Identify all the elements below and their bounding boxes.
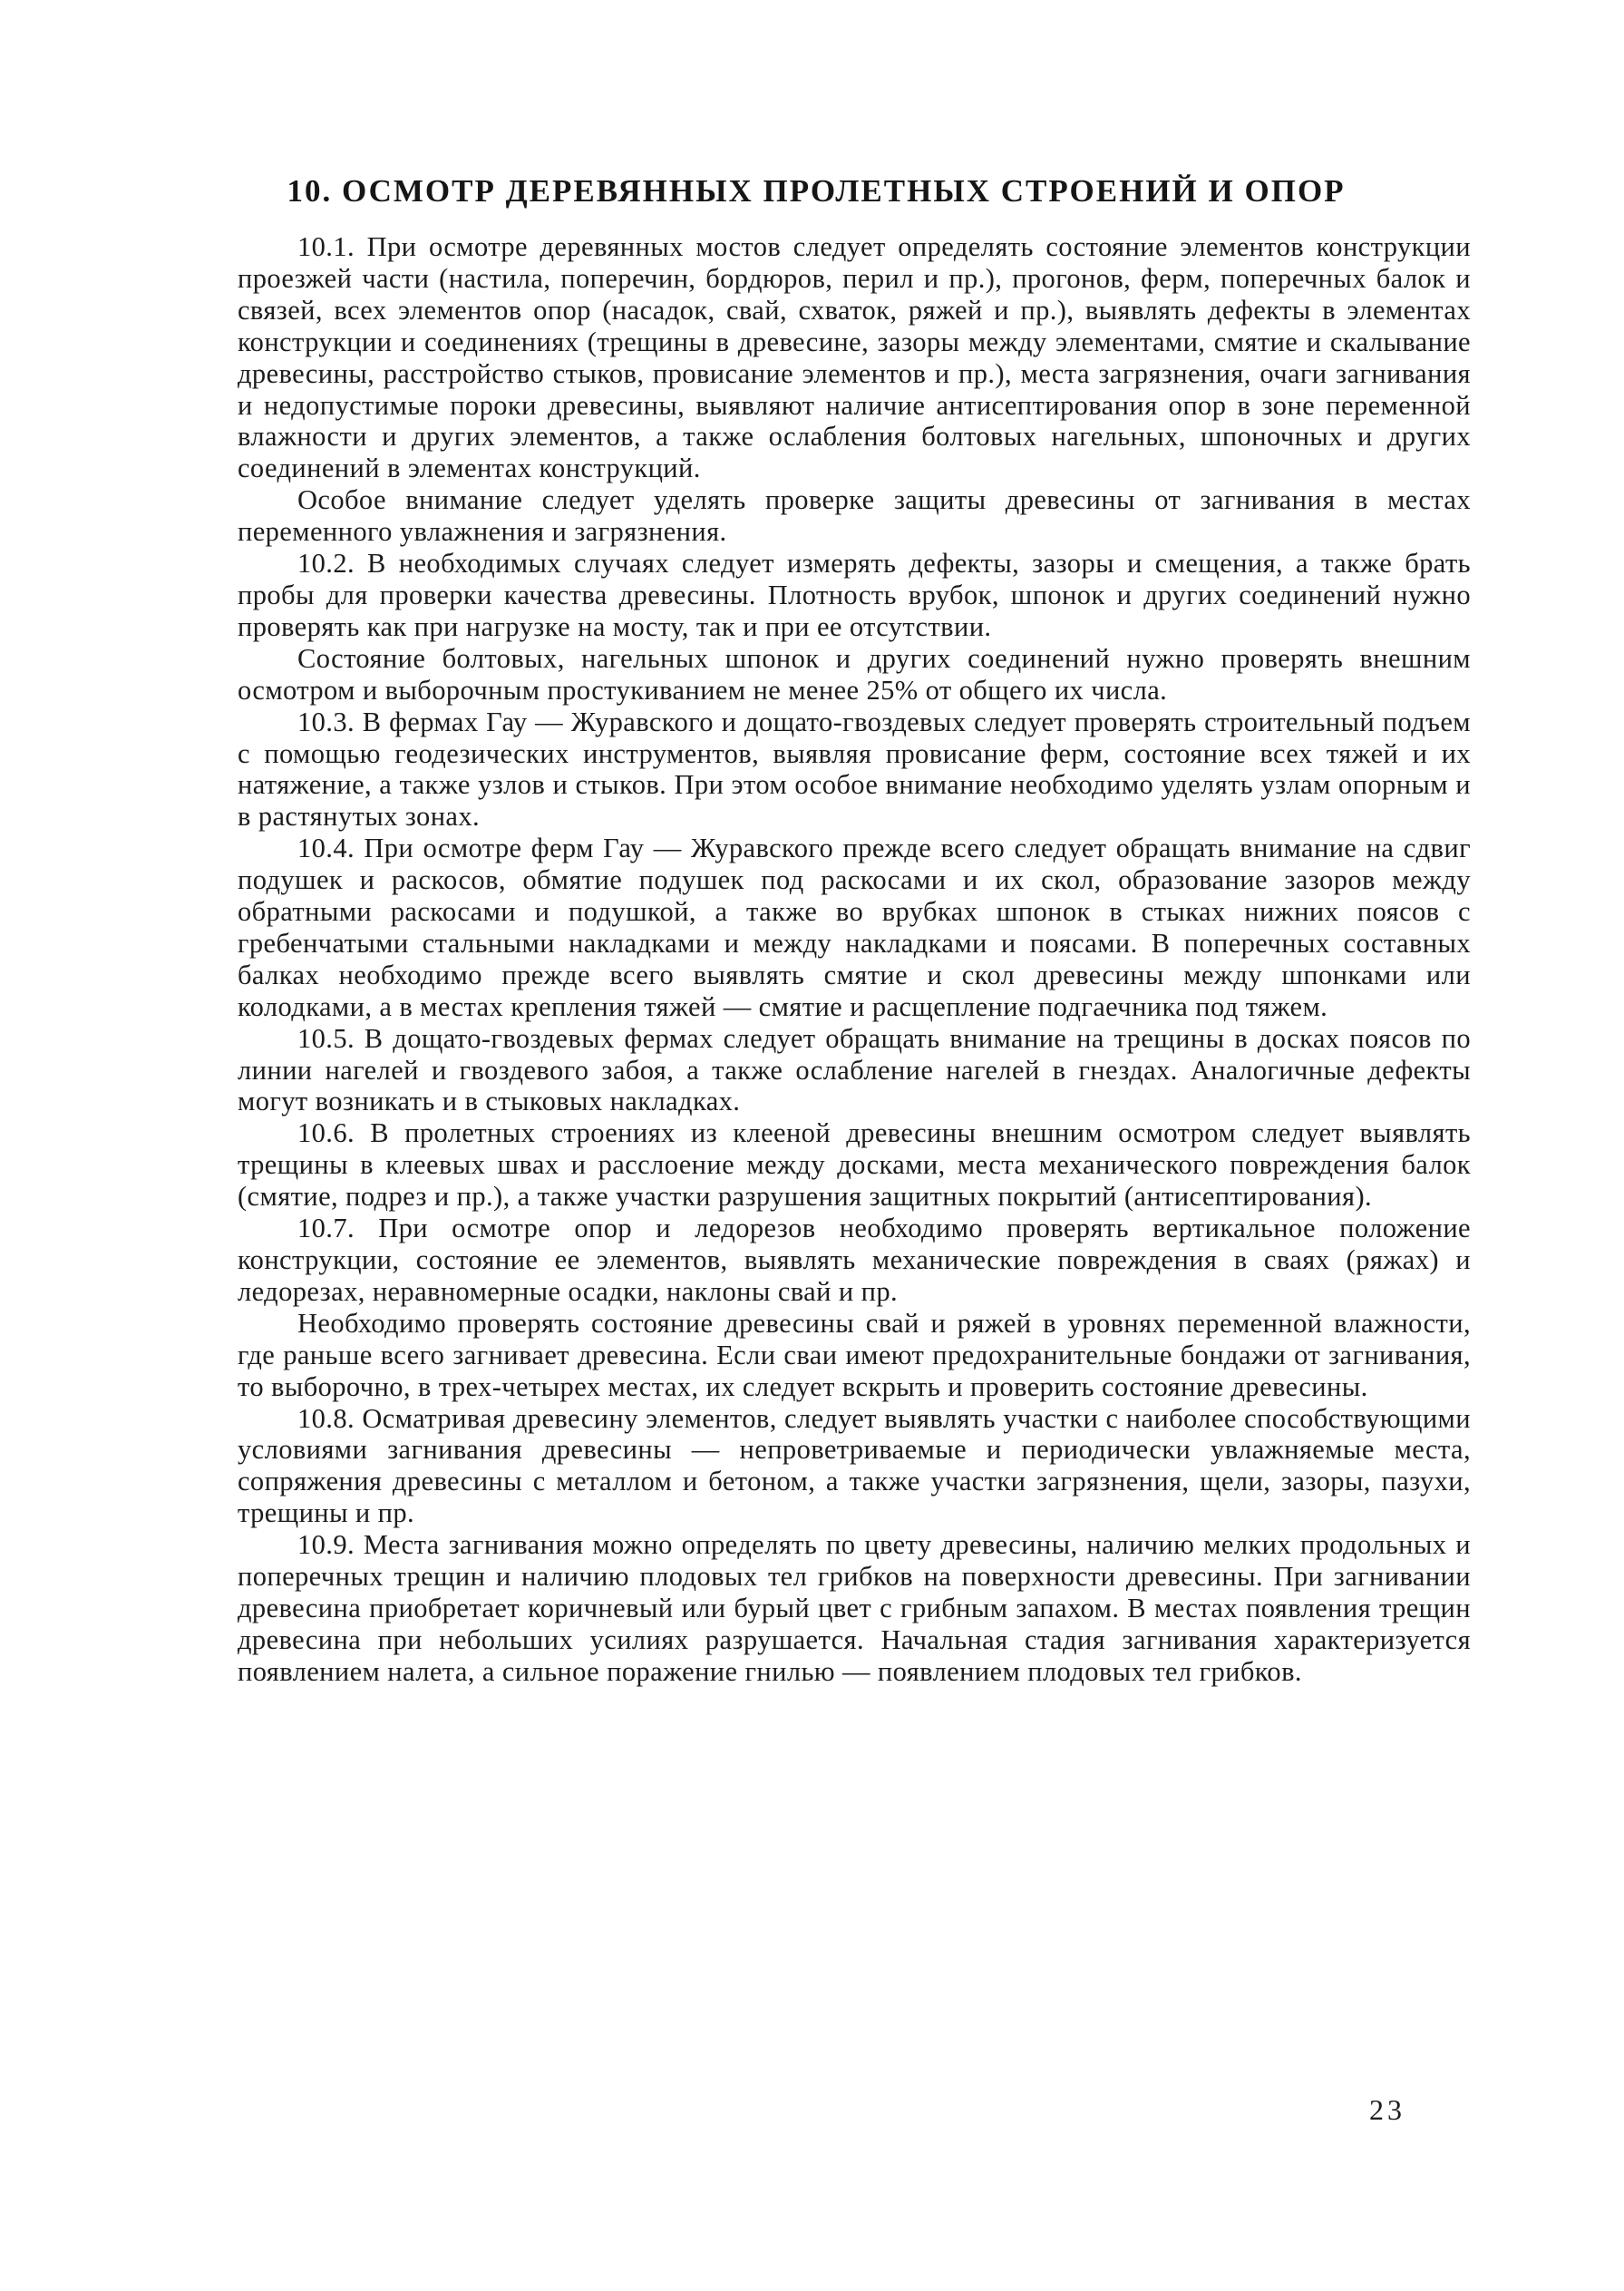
paragraph-10-3: 10.3. В фермах Гау — Журавского и дощато-гвоздевых следует проверять строительный подъем с помощью геодезических инструментов, выявляя провисание ферм, состояние всех тяжей и их натяжение, а также узлов и стыков. При этом особое внимание необходимо уделять узлам опорным и в растянутых зонах. xyxy=(238,706,1471,833)
paragraph-10-8: 10.8. Осматривая древесину элементов, следует выявлять участки с наиболее способствующими условиями загнивания древесины — непроветриваемые и периодически увлажняемые места, сопряжения древесины с металлом и бетоном, а также участки загрязнения, щели, зазоры, пазухи, трещины и пр. xyxy=(238,1402,1471,1529)
paragraph-10-2: 10.2. В необходимых случаях следует измерять дефекты, зазоры и смещения, а также брать пробы для проверки качества древесины. Плотность врубок, шпонок и других соединений нужно проверять как при нагрузке на мосту, так и при ее отсутствии. xyxy=(238,548,1471,642)
page-number: 23 xyxy=(1369,2093,1405,2126)
paragraph-10-4: 10.4. При осмотре ферм Гау — Журавского прежде всего следует обращать внимание на сдвиг подушек и раскосов, обмятие подушек под раскосами и их скол, образование зазоров между обратными раскосами и подушкой, а также во врубках шпонок в стыках нижних поясов с гребенчатыми стальными накладками и между накладками и поясами. В поперечных составных балках необходимо прежде всего выявлять смятие и скол древесины между шпонками или колодками, а в местах крепления тяжей — смятие и расщепление подгаечника под тяжем. xyxy=(238,833,1471,1022)
paragraph-10-7-note: Необходимо проверять состояние древесины свай и ряжей в уровнях переменной влажности, где раньше всего загнивает древесина. Если сваи имеют предохранительные бондажи от загнивания, то выборочно, в трех-четырех местах, их следует вскрыть и проверить состояние древесины. xyxy=(238,1307,1471,1402)
section-body xyxy=(238,231,1471,1688)
section-heading: 10. ОСМОТР ДЕРЕВЯННЫХ ПРОЛЕТНЫХ СТРОЕНИЙ И ОПОР xyxy=(287,173,1346,210)
paragraph-10-9: 10.9. Места загнивания можно определять по цвету древесины, наличию мелких продольных и поперечных трещин и наличию плодовых тел грибков на поверхности древесины. При загнивании древесина приобретает коричневый или бурый цвет с грибным запахом. В местах появления трещин древесина при небольших усилиях разрушается. Начальная стадия загнивания характеризуется появлением налета, а сильное поражение гнилью — появлением плодовых тел грибков. xyxy=(238,1529,1471,1687)
paragraph-10-1: 10.1. При осмотре деревянных мостов следует определять состояние элементов конструкции проезжей части (настила, поперечин, бордюров, перил и пр.), прогонов, ферм, поперечных балок и связей, всех элементов опор (насадок, свай, схваток, ряжей и пр.), выявлять дефекты в элементах конструкции и соединениях (трещины в древесине, зазоры между элементами, смятие и скалывание древесины, расстройство стыков, провисание элементов и пр.), места загрязнения, очаги загнивания и недопустимые пороки древесины, выявляют наличие антисептирования опор в зоне переменной влажности и других элементов, а также ослабления болтовых нагельных, шпоночных и других соединений в элементах конструкций. xyxy=(238,231,1471,484)
paragraph-10-5: 10.5. В дощато-гвоздевых фермах следует обращать внимание на трещины в досках поясов по линии нагелей и гвоздевого забоя, а также ослабление нагелей в гнездах. Аналогичные дефекты могут возникать и в стыковых накладках. xyxy=(238,1022,1471,1117)
paragraph-10-6: 10.6. В пролетных строениях из клееной древесины внешним осмотром следует выявлять трещины в клеевых швах и расслоение между досками, места механического повреждения балок (смятие, подрез и пр.), а также участки разрушения защитных покрытий (антисептирования). xyxy=(238,1117,1471,1213)
paragraph-10-7: 10.7. При осмотре опор и ледорезов необходимо проверять вертикальное положение конструкции, состояние ее элементов, выявлять механические повреждения в сваях (ряжах) и ледорезах, неравномерные осадки, наклоны свай и пр. xyxy=(238,1213,1471,1307)
paragraph-10-1-note: Особое внимание следует уделять проверке защиты древесины от загнивания в местах переменного увлажнения и загрязнения. xyxy=(238,484,1471,548)
paragraph-10-2-note: Состояние болтовых, нагельных шпонок и других соединений нужно проверять внешним осмотром и выборочным простукиванием не менее 25% от общего их числа. xyxy=(238,642,1471,706)
